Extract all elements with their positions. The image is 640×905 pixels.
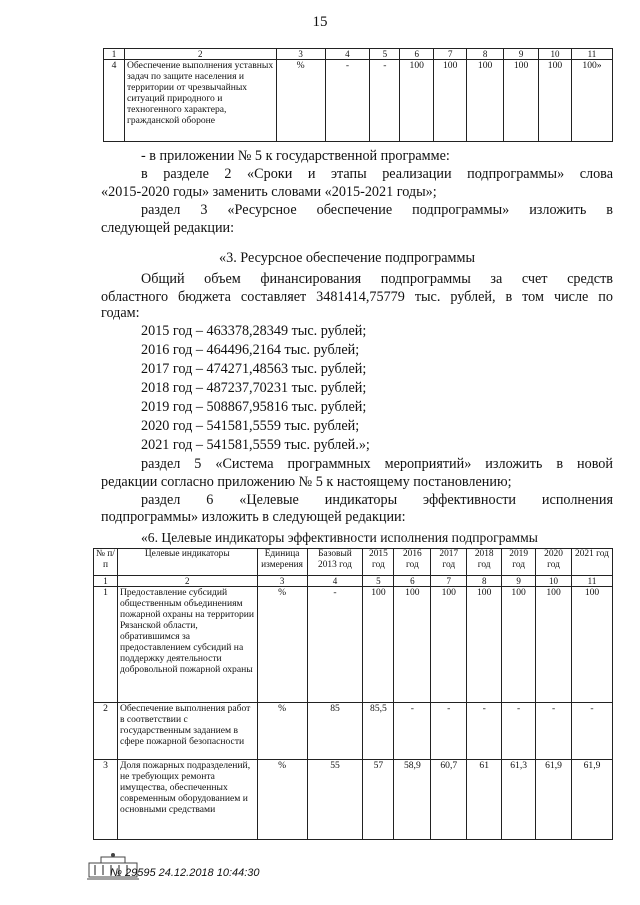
text-line: редакции согласно приложению № 5 к настоящему постановлению; [101,474,512,490]
indicators-table [93,548,613,840]
text-line: раздел 3 «Ресурсное обеспечение подпрограммы» изложить в [141,202,613,218]
registration-footer: № 29595 24.12.2018 10:44:30 [110,867,260,879]
text-line: раздел 6 «Целевые индикаторы эффективности исполнения [141,492,613,508]
year-line: 2015 год – 463378,28349 тыс. рублей; [141,323,367,339]
text-line: «2015-2020 годы» заменить словами «2015-2021 годы»; [101,184,437,200]
year-line: 2017 год – 474271,48563 тыс. рублей; [141,361,367,377]
year-line: 2019 год – 508867,95816 тыс. рублей; [141,399,367,415]
column-numbers-row: 1 2 3 4 5 6 7 8 9 10 11 [104,49,613,60]
text-line: - в приложении № 5 к государственной программе: [141,148,450,164]
page-number: 15 [312,14,328,30]
text-line: следующей редакции: [101,220,235,236]
text-line: Общий объем финансирования подпрограммы за счет средств [141,271,613,287]
text-line: областного бюджета составляет 3481414,75779 тыс. рублей, в том числе по [101,289,613,305]
text-line: подпрограммы» изложить в следующей редакции: [101,509,406,525]
text-line: раздел 5 «Система программных мероприятий» изложить в новой [141,456,613,472]
year-line: 2021 год – 541581,5559 тыс. рублей.»; [141,437,370,453]
year-line: 2020 год – 541581,5559 тыс. рублей; [141,418,360,434]
section-heading: «3. Ресурсное обеспечение подпрограммы [219,250,475,266]
table-row: 4 Обеспечение выполнения уставных задач по защите населения и территории от чрезвычайных ситуаций природного и техногенного характера, гражданской обороне % - - 100 100 100 100 100 100» [104,60,613,142]
section-heading: «6. Целевые индикаторы эффективности исполнения подпрограммы [141,530,538,545]
year-line: 2018 год – 487237,70231 тыс. рублей; [141,380,367,396]
column-numbers-row: 1 2 3 4 5 6 7 8 9 10 11 [94,576,613,587]
table-row: 2 Обеспечение выполнения работ в соответствии с государственным заданием в сфере пожарной безопасности % 85 85,5 - - - - - - [94,703,613,760]
table-row: 3 Доля пожарных подразделений, не требующих ремонта имущества, обеспеченных современным оборудованием и основными средствами % 55 57 58,9 60,7 61 61,3 61,9 61,9 [94,760,613,840]
header-row: № п/п Целевые индикаторы Единица измерения Базовый 2013 год 2015 год 2016 год 2017 год 2018 год 2019 год 2020 год 2021 год [94,549,613,576]
table-row: 1 Предоставление субсидий общественным объединениям пожарной охраны на территории Рязанской области, обратившимся за предоставлением субсидий на поддержку деятельности добровольной пожарной охраны % - 100 100 100 100 100 100 100 [94,587,613,703]
text-line: в разделе 2 «Сроки и этапы реализации подпрограммы» слова [141,166,613,182]
year-line: 2016 год – 464496,2164 тыс. рублей; [141,342,360,358]
table-continuation [103,48,613,142]
text-line: годам: [101,305,140,321]
